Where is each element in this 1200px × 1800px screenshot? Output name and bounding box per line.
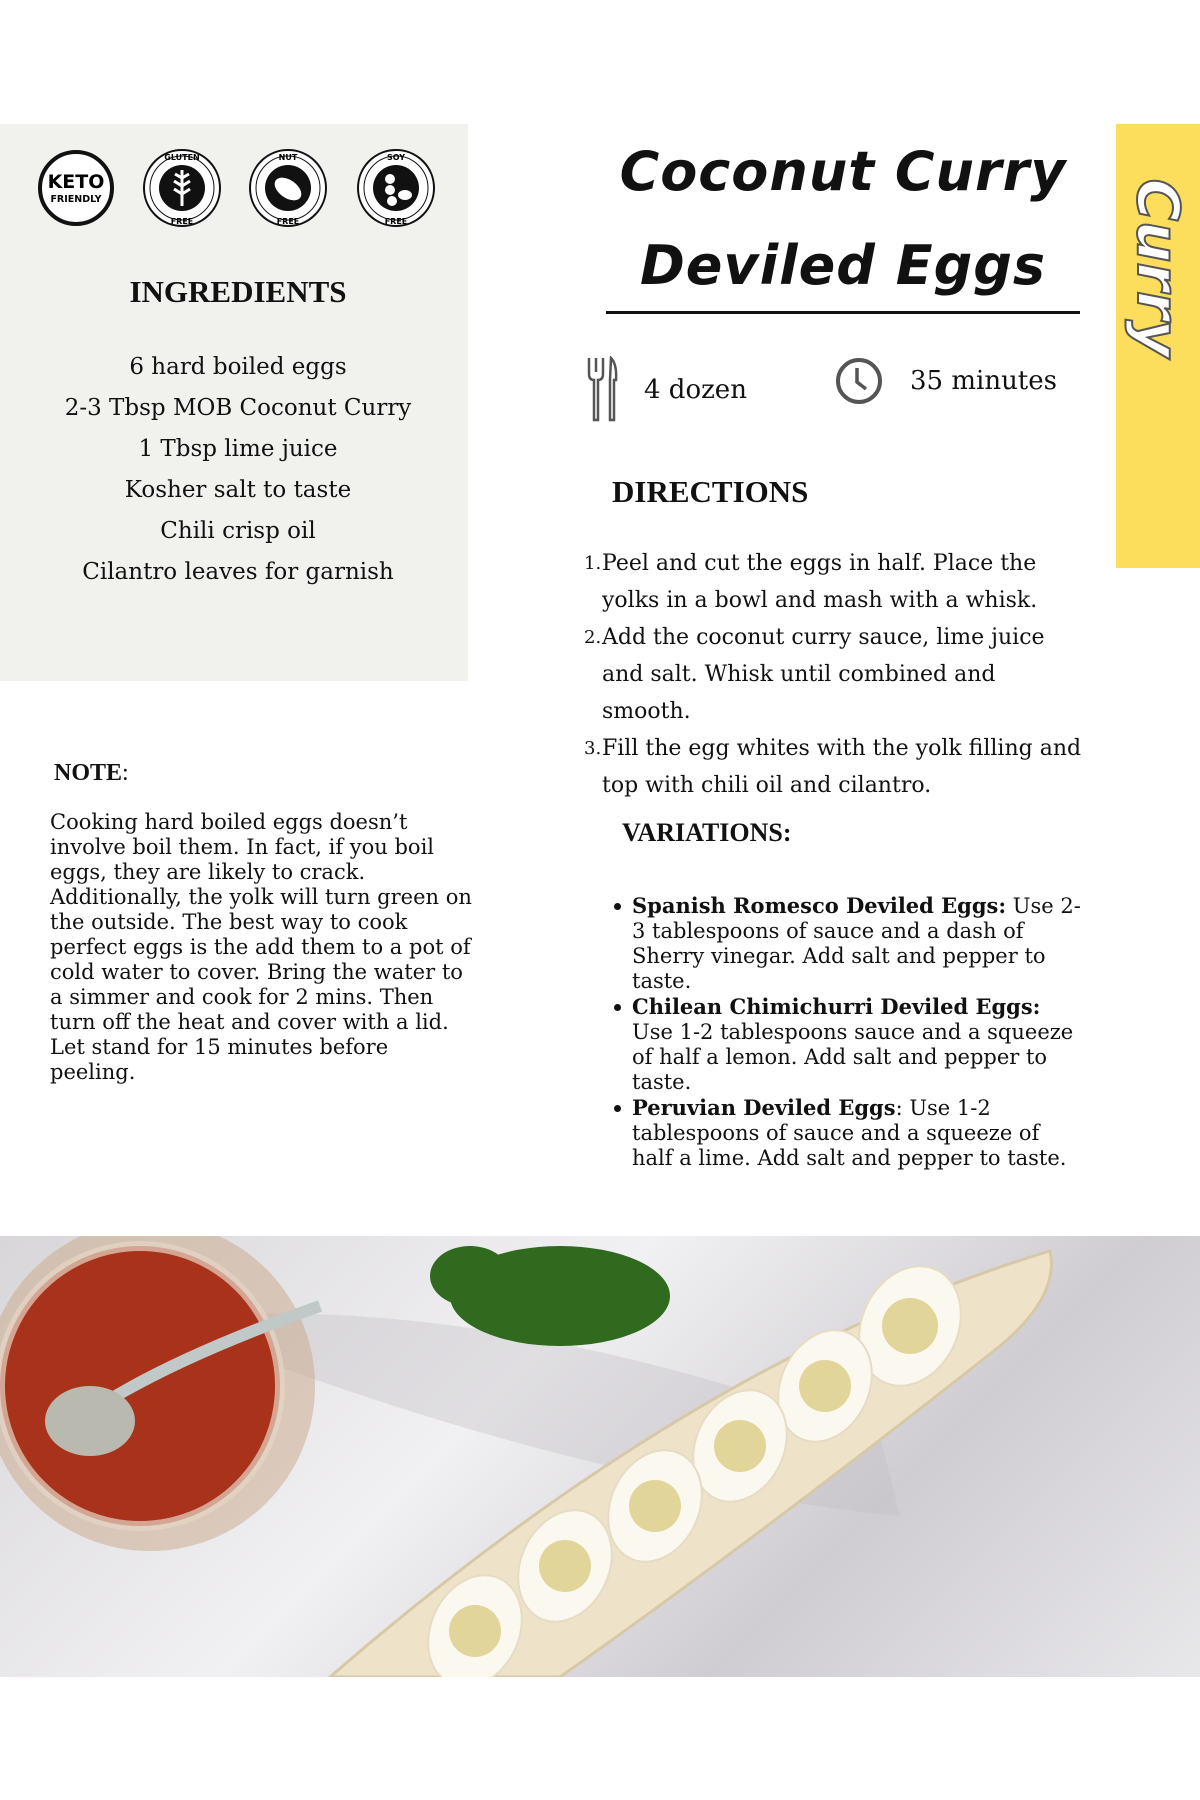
svg-text:FREE: FREE (384, 217, 408, 226)
variation-item (632, 893, 1082, 994)
keto-friendly-badge (36, 148, 116, 228)
variations-list (632, 893, 1082, 1171)
variation-text: Use 1-2 tablespoons sauce and a squeeze of half a lemon. Add salt and pepper to taste. (632, 1020, 1074, 1094)
category-tab (1116, 124, 1200, 568)
ingredient-item: 2-3 Tbsp MOB Coconut Curry (64, 395, 412, 421)
title-line-2: Deviled Eggs (639, 234, 1047, 297)
yield-info (586, 356, 747, 424)
direction-step (584, 730, 1084, 804)
note-label: NOTE (54, 760, 123, 786)
svg-text:FRIENDLY: FRIENDLY (50, 194, 102, 205)
step-text: Fill the egg whites with the yolk filling and top with chili oil and cilantro. (602, 736, 1082, 798)
variation-item (632, 1095, 1082, 1171)
svg-text:GLUTEN: GLUTEN (164, 153, 200, 162)
step-number: 2. (584, 627, 602, 648)
variation-name: Chilean Chimichurri Deviled Eggs: (632, 994, 1041, 1019)
ingredient-item: Chili crisp oil (160, 518, 316, 544)
note-text: Cooking hard boiled eggs doesn’t involve boil them. In fact, if you boil eggs, they are likely to crack. Additionally, the yolk will turn green on the outside. The best way to cook perfect eggs is the add them to a pot of cold water to cover. Bring the water to a simmer and cook for 2 mins. Then turn off the heat and cover with a lid. Let stand for 15 minutes before peeling. (50, 810, 472, 1084)
fork-knife-icon (586, 356, 618, 424)
clock-icon (834, 356, 884, 406)
variation-name: Peruvian Deviled Eggs (632, 1095, 896, 1120)
ingredients-heading: INGREDIENTS (129, 274, 347, 309)
direction-step (584, 619, 1084, 730)
ingredient-item: Kosher salt to taste (124, 477, 352, 503)
step-number: 3. (584, 738, 602, 759)
step-text: Peel and cut the eggs in half. Place the yolks in a bowl and mash with a whisk. (602, 551, 1038, 613)
time-text: 35 minutes (910, 366, 1057, 396)
variation-item (632, 994, 1082, 1095)
note-heading (54, 760, 129, 787)
step-text: Add the coconut curry sauce, lime juice and salt. Whisk until combined and smooth. (602, 625, 1045, 724)
svg-text:FREE: FREE (170, 217, 194, 226)
ingredient-item: Cilantro leaves for garnish (82, 559, 394, 585)
soy-free-badge (356, 148, 436, 228)
svg-text:SOY: SOY (386, 153, 406, 162)
yield-text: 4 dozen (644, 375, 747, 405)
variation-text: Use 2-3 tablespoons of sauce and a dash of Sherry vinegar. Add salt and pepper to taste. (632, 894, 1081, 993)
variation-text: : Use 1-2 tablespoons of sauce and a squeeze of half a lime. Add salt and pepper to taste. (632, 1096, 1067, 1170)
variations-heading: VARIATIONS: (622, 818, 792, 847)
recipe-title (606, 125, 1080, 313)
time-info (834, 356, 1057, 406)
variation-name: Spanish Romesco Deviled Eggs: (632, 893, 1007, 918)
ingredient-item: 1 Tbsp lime juice (138, 436, 338, 462)
directions-list (584, 545, 1084, 804)
svg-text:NUT: NUT (278, 153, 298, 162)
note-colon: : (122, 760, 129, 786)
nut-free-badge (248, 148, 328, 228)
chili-crisp-jar (0, 1236, 320, 1551)
title-line-1: Coconut Curry (619, 140, 1067, 203)
svg-text:FREE: FREE (276, 217, 300, 226)
category-label: Curry (1124, 178, 1192, 358)
directions-heading: DIRECTIONS (612, 474, 809, 509)
direction-step (584, 545, 1084, 619)
title-underline (606, 311, 1080, 314)
step-number: 1. (584, 553, 602, 574)
svg-text:KETO: KETO (47, 171, 105, 193)
ingredient-item: 6 hard boiled eggs (129, 354, 347, 380)
deviled-eggs-photo (0, 1236, 1200, 1677)
ingredients-list (0, 347, 476, 593)
gluten-free-badge (142, 148, 222, 228)
